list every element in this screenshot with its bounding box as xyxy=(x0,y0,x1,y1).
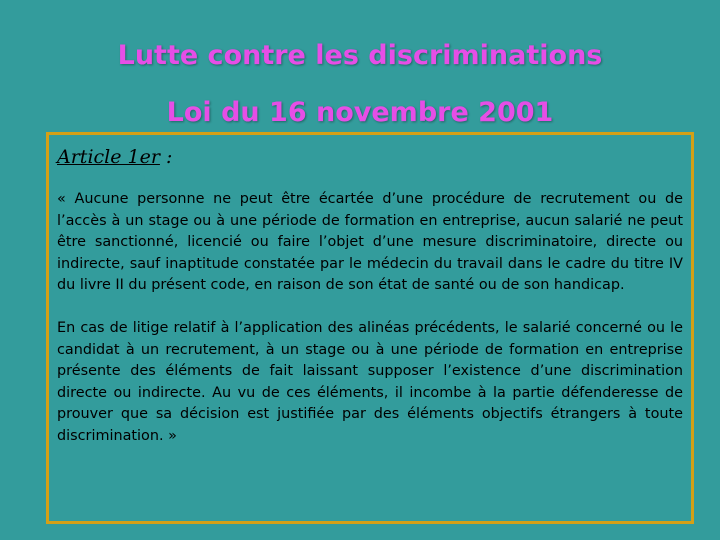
article-heading xyxy=(57,145,683,169)
article-paragraph-2: En cas de litige relatif à l’application des alinéas précédents, le salarié concerné ou le candidat à un recrutement, à un stage ou à une période de formation en entreprise présente des éléments de fait laissant supposer l’existence d’une discrimination directe ou indirecte. Au vu de ces éléments, il incombe à la partie défenderesse de prouver que sa décision est justifiée par des éléments objectifs étrangers à toute discrimination. » xyxy=(57,319,683,444)
article-label: Article 1er xyxy=(57,146,160,168)
article-colon: : xyxy=(159,146,173,168)
article-paragraph-1: « Aucune personne ne peut être écartée d’une procédure de recrutement ou de l’accès à un stage ou à une période de formation en entreprise, aucun salarié ne peut être sanctionné, licencié ou faire l’objet d’une mesure discriminatoire, directe ou indirecte, sauf inaptitude constatée par le médecin du travail dans le cadre du titre IV du livre II du présent code, en raison de son état de santé ou de son handicap. xyxy=(57,191,683,294)
slide-subtitle: Loi du 16 novembre 2001 xyxy=(166,97,554,128)
slide-title: Lutte contre les discriminations xyxy=(117,40,603,71)
article-text-box xyxy=(46,132,694,524)
